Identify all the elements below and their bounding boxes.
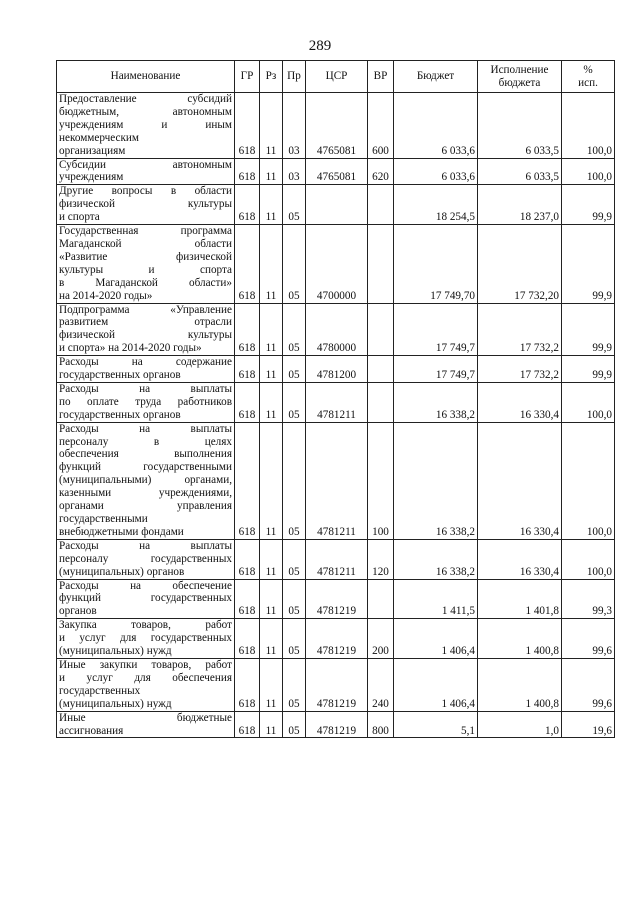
cell-percent: 19,6 (562, 711, 615, 738)
cell-execution: 1,0 (478, 711, 562, 738)
table-row (57, 579, 615, 619)
name-line: функций государственных (59, 592, 232, 605)
cell-pr: 05 (283, 422, 306, 539)
name-line: некоммерческим (59, 131, 139, 144)
name-line: Субсидии автономным (59, 158, 232, 171)
cell-pr: 05 (283, 658, 306, 711)
header-budget: Бюджет (394, 61, 478, 93)
cell-percent: 100,0 (562, 93, 615, 159)
cell-execution: 17 732,20 (478, 225, 562, 303)
cell-name (57, 93, 235, 159)
name-line: развитием отрасли (59, 316, 232, 329)
cell-name (57, 579, 235, 619)
name-line: (муниципальными) органами, (59, 474, 232, 487)
cell-name (57, 619, 235, 659)
cell-csr: 4780000 (306, 303, 368, 356)
cell-gr: 618 (235, 711, 260, 738)
cell-vr: 100 (368, 422, 394, 539)
header-name: Наименование (57, 61, 235, 93)
page-number: 289 (308, 38, 332, 54)
name-line: и услуг для обеспечения (59, 671, 232, 684)
table-row (57, 619, 615, 659)
cell-pr: 05 (283, 225, 306, 303)
cell-vr (368, 303, 394, 356)
cell-vr: 620 (368, 158, 394, 185)
cell-budget: 17 749,7 (394, 356, 478, 383)
name-line: и услуг для государственных (59, 632, 232, 645)
table-row (57, 711, 615, 738)
cell-name (57, 711, 235, 738)
table-row (57, 93, 615, 159)
cell-gr: 618 (235, 658, 260, 711)
name-line: Подпрограмма «Управление (59, 303, 232, 316)
cell-execution: 1 401,8 (478, 579, 562, 619)
cell-vr (368, 356, 394, 383)
cell-vr (368, 579, 394, 619)
cell-budget: 1 406,4 (394, 658, 478, 711)
header-vr: ВР (368, 61, 394, 93)
cell-execution: 17 732,2 (478, 303, 562, 356)
name-line: Расходы на выплаты (59, 422, 232, 435)
name-line: функций государственными (59, 461, 232, 474)
cell-pr: 05 (283, 382, 306, 422)
cell-execution: 18 237,0 (478, 185, 562, 225)
cell-pr: 03 (283, 158, 306, 185)
cell-percent: 99,3 (562, 579, 615, 619)
name-line: организациям (59, 144, 126, 157)
cell-budget: 5,1 (394, 711, 478, 738)
cell-gr: 618 (235, 579, 260, 619)
name-line: обеспечения выполнения (59, 448, 232, 461)
cell-pr: 05 (283, 356, 306, 383)
cell-vr: 200 (368, 619, 394, 659)
cell-percent: 99,6 (562, 658, 615, 711)
cell-rz: 11 (260, 658, 283, 711)
name-line: ассигнования (59, 724, 124, 737)
cell-vr (368, 225, 394, 303)
cell-execution: 1 400,8 (478, 619, 562, 659)
name-line: культуры и спорта (59, 263, 232, 276)
cell-rz: 11 (260, 356, 283, 383)
name-line: Другие вопросы в области (59, 185, 232, 198)
cell-name (57, 225, 235, 303)
cell-rz: 11 (260, 711, 283, 738)
cell-vr (368, 185, 394, 225)
cell-rz: 11 (260, 158, 283, 185)
cell-gr: 618 (235, 303, 260, 356)
name-line: и спорта» на 2014-2020 годы» (59, 342, 202, 355)
cell-execution: 16 330,4 (478, 422, 562, 539)
cell-budget: 6 033,6 (394, 93, 478, 159)
name-line: государственными (59, 513, 148, 525)
cell-rz: 11 (260, 539, 283, 579)
cell-gr: 618 (235, 356, 260, 383)
table-row (57, 158, 615, 185)
cell-percent: 99,9 (562, 225, 615, 303)
name-line: по оплате труда работников (59, 395, 232, 408)
table-row (57, 539, 615, 579)
header-pr: Пр (283, 61, 306, 93)
cell-budget: 16 338,2 (394, 539, 478, 579)
cell-execution: 16 330,4 (478, 382, 562, 422)
header-rz: Рз (260, 61, 283, 93)
cell-name (57, 658, 235, 711)
cell-rz: 11 (260, 225, 283, 303)
cell-gr: 618 (235, 225, 260, 303)
cell-budget: 1 411,5 (394, 579, 478, 619)
cell-gr: 618 (235, 619, 260, 659)
cell-pr: 05 (283, 619, 306, 659)
cell-pr: 05 (283, 539, 306, 579)
cell-vr: 600 (368, 93, 394, 159)
header-execution-line1: Исполнение (490, 63, 549, 76)
table-row (57, 382, 615, 422)
cell-csr: 4781219 (306, 658, 368, 711)
cell-pr: 05 (283, 579, 306, 619)
cell-rz: 11 (260, 422, 283, 539)
cell-csr: 4765081 (306, 158, 368, 185)
name-line: Расходы на обеспечение (59, 579, 232, 592)
name-line: Иные закупки товаров, работ (59, 658, 232, 671)
header-execution (478, 61, 562, 93)
cell-rz: 11 (260, 93, 283, 159)
cell-percent: 99,9 (562, 185, 615, 225)
cell-gr: 618 (235, 382, 260, 422)
name-line: (муниципальных) нужд (59, 645, 172, 658)
cell-vr: 240 (368, 658, 394, 711)
table-row (57, 422, 615, 539)
cell-rz: 11 (260, 185, 283, 225)
cell-pr: 03 (283, 93, 306, 159)
cell-vr (368, 382, 394, 422)
cell-percent: 100,0 (562, 539, 615, 579)
cell-budget: 16 338,2 (394, 422, 478, 539)
cell-csr: 4781219 (306, 579, 368, 619)
cell-execution: 6 033,5 (478, 93, 562, 159)
name-line: Расходы на содержание (59, 356, 232, 369)
name-line: физической культуры (59, 329, 232, 342)
name-line: на 2014-2020 годы» (59, 289, 153, 302)
cell-gr: 618 (235, 422, 260, 539)
cell-csr: 4700000 (306, 225, 368, 303)
cell-name (57, 422, 235, 539)
cell-csr: 4781200 (306, 356, 368, 383)
name-line: органами управления (59, 500, 232, 513)
cell-execution: 16 330,4 (478, 539, 562, 579)
cell-execution: 1 400,8 (478, 658, 562, 711)
name-line: Закупка товаров, работ (59, 619, 232, 632)
name-line: персоналу в целях (59, 435, 232, 448)
name-line: Расходы на выплаты (59, 539, 232, 552)
cell-name (57, 356, 235, 383)
table-row (57, 185, 615, 225)
cell-budget: 17 749,70 (394, 225, 478, 303)
name-line: учреждениям и иным (59, 118, 232, 131)
budget-table (56, 60, 615, 738)
cell-csr: 4781219 (306, 619, 368, 659)
name-line: Расходы на выплаты (59, 382, 232, 395)
cell-percent: 99,9 (562, 303, 615, 356)
cell-budget: 17 749,7 (394, 303, 478, 356)
cell-gr: 618 (235, 93, 260, 159)
cell-budget: 18 254,5 (394, 185, 478, 225)
cell-vr: 800 (368, 711, 394, 738)
cell-csr: 4765081 (306, 93, 368, 159)
header-percent-line2: исп. (578, 76, 598, 89)
cell-gr: 618 (235, 158, 260, 185)
cell-rz: 11 (260, 303, 283, 356)
cell-csr: 4781211 (306, 382, 368, 422)
cell-budget: 1 406,4 (394, 619, 478, 659)
header-execution-line2: бюджета (498, 76, 541, 89)
cell-pr: 05 (283, 711, 306, 738)
name-line: Государственная программа (59, 225, 232, 238)
table-row (57, 356, 615, 383)
header-gr: ГР (235, 61, 260, 93)
cell-percent: 100,0 (562, 422, 615, 539)
cell-vr: 120 (368, 539, 394, 579)
name-line: казенными учреждениями, (59, 487, 232, 500)
cell-execution: 17 732,2 (478, 356, 562, 383)
name-line: физической культуры (59, 198, 232, 211)
cell-csr (306, 185, 368, 225)
name-line: (муниципальных) органов (59, 565, 185, 578)
cell-name (57, 382, 235, 422)
cell-rz: 11 (260, 382, 283, 422)
name-line: персоналу государственных (59, 552, 232, 565)
cell-name (57, 158, 235, 185)
header-csr: ЦСР (306, 61, 368, 93)
table-row (57, 303, 615, 356)
cell-rz: 11 (260, 579, 283, 619)
cell-pr: 05 (283, 185, 306, 225)
name-line: внебюджетными фондами (59, 525, 184, 538)
name-line: государственных (59, 684, 141, 697)
table-row (57, 225, 615, 303)
table-header-row (57, 61, 615, 93)
cell-name (57, 185, 235, 225)
name-line: в Магаданской области» (59, 276, 232, 289)
header-percent (562, 61, 615, 93)
name-line: государственных органов (59, 408, 181, 421)
cell-budget: 6 033,6 (394, 158, 478, 185)
cell-budget: 16 338,2 (394, 382, 478, 422)
name-line: Иные бюджетные (59, 711, 232, 724)
cell-csr: 4781211 (306, 539, 368, 579)
table-row (57, 658, 615, 711)
name-line: бюджетным, автономным (59, 105, 232, 118)
header-percent-line1: % (583, 63, 593, 76)
cell-gr: 618 (235, 185, 260, 225)
cell-pr: 05 (283, 303, 306, 356)
cell-execution: 6 033,5 (478, 158, 562, 185)
cell-csr: 4781211 (306, 422, 368, 539)
name-line: и спорта (59, 211, 100, 224)
cell-percent: 100,0 (562, 158, 615, 185)
table-body (57, 93, 615, 738)
cell-name (57, 303, 235, 356)
name-line: органов (59, 605, 97, 618)
cell-name (57, 539, 235, 579)
cell-percent: 99,9 (562, 356, 615, 383)
name-line: Предоставление субсидий (59, 93, 232, 105)
cell-percent: 100,0 (562, 382, 615, 422)
name-line: (муниципальных) нужд (59, 697, 172, 710)
cell-percent: 99,6 (562, 619, 615, 659)
name-line: Магаданской области (59, 237, 232, 250)
cell-gr: 618 (235, 539, 260, 579)
name-line: учреждениям (59, 171, 124, 184)
cell-rz: 11 (260, 619, 283, 659)
name-line: «Развитие физической (59, 250, 232, 263)
cell-csr: 4781219 (306, 711, 368, 738)
name-line: государственных органов (59, 369, 181, 382)
